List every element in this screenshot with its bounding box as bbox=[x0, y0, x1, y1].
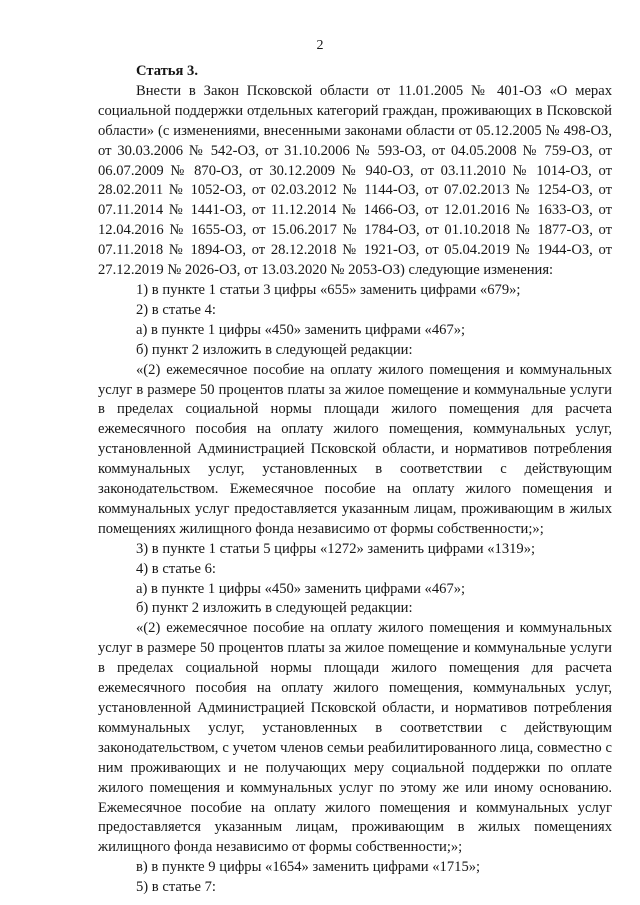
list-item: а) в пункте 1 цифры «450» заменить цифрами «467»; bbox=[136, 580, 466, 597]
list-item: 3) в пункте 1 статьи 5 цифры «1272» заменить цифрами «1319»; bbox=[136, 540, 536, 557]
paragraph-quote: «(2) ежемесячное пособие на оплату жилого помещения и коммунальных услуг в размере 50 процентов платы за жилое помещение и коммунальные услуги в пределах социальной нормы площади жилого помещения для расчета ежемесячного пособия на оплату жилого помещения, коммунальных услуг, установленной Администрацией Псковской области, и нормативов потребления коммунальных услуг, установленных в соответствии с действующим законодательством, с учетом членов семьи реабилитированного лица, совместно с ним проживающих и не получающих меру социальной поддержки по оплате жилого помещения и коммунальных услуг по этому же или иному основанию. Ежемесячное пособие на оплату жилого помещения и коммунальных услуг предоставляется указанным лицам, проживающим в жилых помещениях жилищного фонда независимо от формы собственности;»; bbox=[98, 620, 612, 856]
page-number: 2 bbox=[316, 38, 324, 53]
article-title: Статья 3. bbox=[136, 63, 198, 79]
paragraph-intro: Внести в Закон Псковской области от 11.01.2005 № 401-ОЗ «О мерах социальной поддержки отдельных категорий граждан, проживающих в Псковской области» (с изменениями, внесенными законами области от 05.12.2005 № 498-ОЗ, от 30.03.2006 № 542-ОЗ, от 31.10.2006 № 593-ОЗ, от 04.05.2008 № 759-ОЗ, от 06.07.2009 № 870-ОЗ, от 30.12.2009 № 940-ОЗ, от 03.11.2010 № 1014-ОЗ, от 28.02.2011 № 1052-ОЗ, от 02.03.2012 № 1144-ОЗ, от 07.02.2013 № 1254-ОЗ, от 07.11.2014 № 1441-ОЗ, от 11.12.2014 № 1466-ОЗ, от 12.01.2016 № 1633-ОЗ, от 12.04.2016 № 1655-ОЗ, от 15.06.2017 № 1784-ОЗ, от 01.10.2018 № 1877-ОЗ, от 07.11.2018 № 1894-ОЗ, от 28.12.2018 № 1921-ОЗ, от 05.04.2019 № 1944-ОЗ, от 27.12.2019 № 2026-ОЗ, от 13.03.2020 № 2053-ОЗ) следующие изменения: bbox=[98, 82, 612, 279]
list-item: 4) в статье 6: bbox=[136, 560, 216, 577]
list-item: б) пункт 2 изложить в следующей редакции: bbox=[136, 341, 413, 358]
list-item: 5) в статье 7: bbox=[136, 879, 216, 896]
list-item: в) в пункте 9 цифры «1654» заменить цифрами «1715»; bbox=[136, 859, 481, 876]
document-body bbox=[98, 62, 612, 898]
list-item: а) в пункте 1 цифры «450» заменить цифрами «467»; bbox=[136, 321, 466, 338]
list-item: 2) в статье 4: bbox=[136, 301, 216, 318]
paragraph-quote: «(2) ежемесячное пособие на оплату жилого помещения и коммунальных услуг в размере 50 процентов платы за жилое помещение и коммунальные услуги в пределах социальной нормы площади жилого помещения для расчета ежемесячного пособия на оплату жилого помещения, коммунальных услуг, установленной Администрацией Псковской области, и нормативов потребления коммунальных услуг, установленных в соответствии с действующим законодательством. Ежемесячное пособие на оплату жилого помещения и коммунальных услуг предоставляется указанным лицам, проживающим в жилых помещениях жилищного фонда независимо от формы собственности;»; bbox=[98, 361, 612, 537]
list-item: 1) в пункте 1 статьи 3 цифры «655» заменить цифрами «679»; bbox=[136, 281, 521, 298]
list-item: б) пункт 2 изложить в следующей редакции: bbox=[136, 600, 413, 617]
